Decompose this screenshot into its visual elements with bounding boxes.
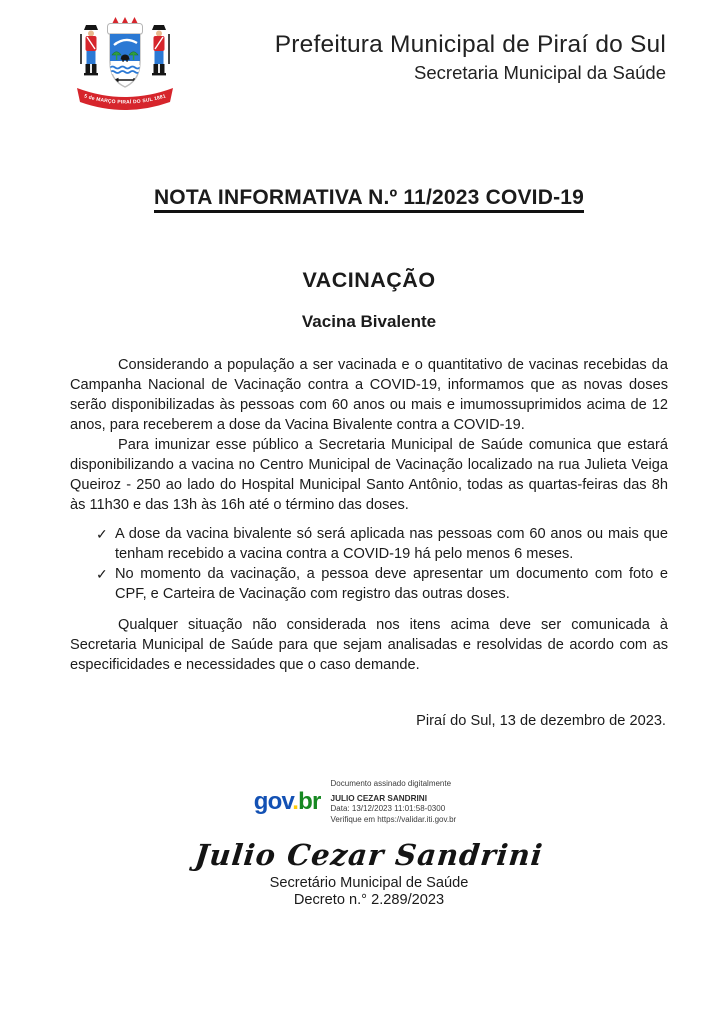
note-title-text: NOTA INFORMATIVA N.º 11/2023 COVID-19 — [154, 186, 584, 213]
digital-signature-verify-url: Verifique em https://validar.iti.gov.br — [330, 814, 457, 824]
checklist-item-text: A dose da vacina bivalente só será aplicada nas pessoas com 60 anos ou mais que tenham recebido a vacina contra a COVID-19 há pelo menos 6 meses. — [115, 526, 668, 562]
checklist-item-text: No momento da vacinação, a pessoa deve apresentar um documento com foto e CPF, e Carteira de Vacinação com registro das outras doses. — [115, 566, 668, 602]
digital-signature-date: Data: 13/12/2023 11:01:58-0300 — [330, 804, 446, 813]
signer-decree: Decreto n.° 2.289/2023 — [293, 892, 445, 908]
checkmark-icon: ✓ — [96, 566, 108, 582]
paragraph-2: Para imunizar esse público a Secretaria Municipal de Saúde comunica que estará disponibilizando a vacina no Centro Municipal de Vacinação localizado na rua Julieta Veiga Queiroz - 250 ao lado do Hospital Municipal Santo Antônio, todas as quartas-feiras das 8h às 11h30 e das 13h às 16h até o término das doses. — [70, 437, 668, 513]
paragraph-block — [70, 355, 668, 515]
signer-role: Secretário Municipal de Saúde — [269, 875, 469, 891]
soldier-left-icon — [81, 25, 98, 75]
mural-crown-icon — [108, 17, 143, 35]
govbr-logo-br: br — [298, 788, 321, 815]
shield-icon — [110, 34, 140, 87]
govbr-logo-gov: gov — [253, 788, 293, 815]
header — [70, 12, 668, 114]
coat-of-arms-icon — [70, 12, 180, 114]
signature-area — [70, 779, 668, 908]
soldier-right-icon — [152, 25, 169, 75]
digital-signature-block — [254, 779, 456, 825]
checklist-item — [96, 564, 668, 604]
note-title — [70, 186, 668, 210]
govbr-logo-dot: . — [292, 788, 299, 815]
digital-signature-caption: Documento assinado digitalmente — [330, 779, 452, 788]
section-heading: VACINAÇÃO — [302, 268, 436, 292]
handwritten-signature-text: Julio Cezar Sandrini — [193, 838, 545, 872]
ribbon-banner-icon — [77, 88, 173, 110]
date-line: Piraí do Sul, 13 de dezembro de 2023. — [416, 713, 666, 729]
org-title: Prefeitura Municipal de Piraí do Sul — [274, 31, 666, 58]
section-subheading: Vacina Bivalente — [301, 312, 437, 331]
closing-paragraph: Qualquer situação não considerada nos itens acima deve ser comunicada à Secretaria Municipal de Saúde para que sejam analisadas e resolvidas de acordo com as especificidades e necessidades que o caso demande. — [70, 617, 668, 673]
checkmark-icon: ✓ — [96, 526, 108, 542]
coat-of-arms — [70, 12, 180, 114]
document-body — [70, 186, 668, 729]
digital-signature-info — [331, 779, 457, 825]
crest-banner-text: 5 de MARÇO PIRAÍ DO SUL 1881 — [83, 93, 167, 106]
paragraph-1: Considerando a população a ser vacinada e o quantitativo de vacinas recebidas da Campanha Nacional de Vacinação contra a COVID-19, informamos que as novas doses serão disponibilizadas às pessoas com 60 anos ou mais e imumossuprimidos acima de 12 anos, para receberem a dose da Vacina Bivalente contra a COVID-19. — [70, 357, 668, 433]
checklist — [96, 524, 668, 604]
checklist-item — [96, 524, 668, 564]
handwritten-signature — [70, 838, 668, 872]
digital-signature-name: JULIO CEZAR SANDRINI — [330, 793, 427, 803]
govbr-logo-icon — [254, 790, 321, 814]
header-text-block — [180, 30, 668, 85]
org-subtitle: Secretaria Municipal da Saúde — [414, 62, 666, 84]
